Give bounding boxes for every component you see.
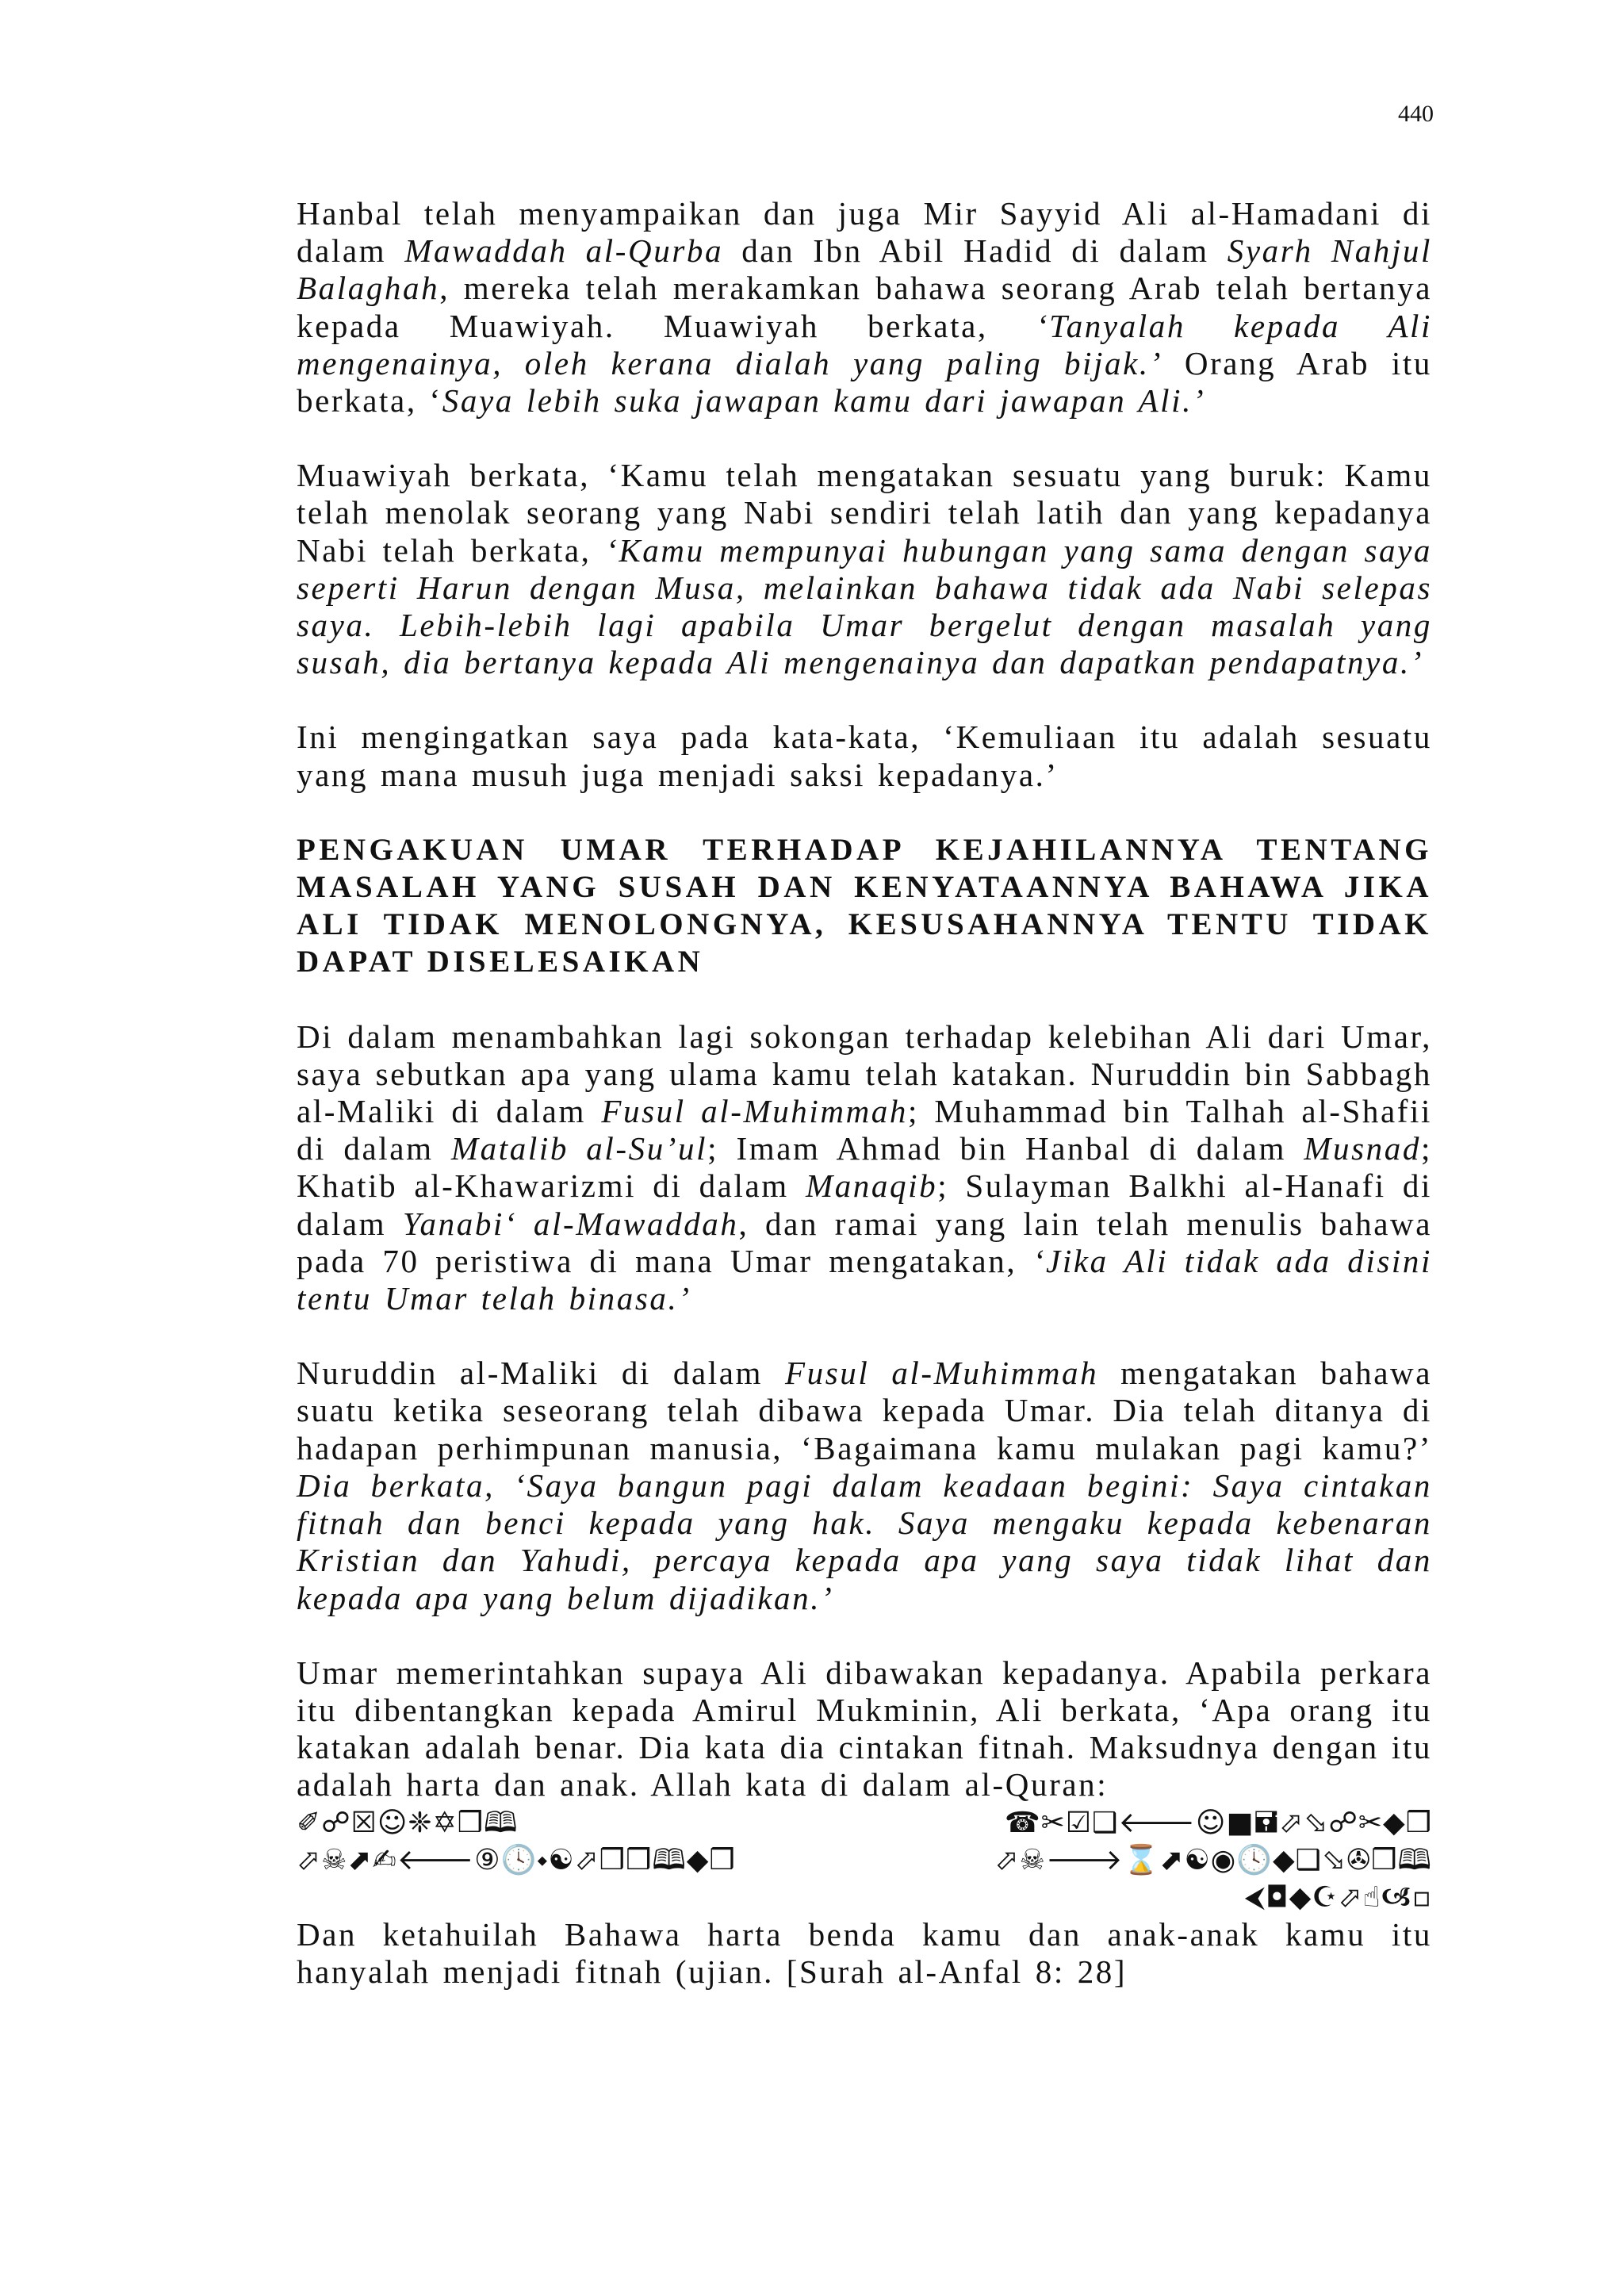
page-number: 440: [1398, 101, 1434, 127]
book-title: Manaqib: [805, 1167, 938, 1205]
glyph-run: ⬀☠🡒⌛⬈☯◉🕓◆❑⬂✇❒🕮: [994, 1843, 1432, 1876]
text-run: ; Muhammad bin Talhah al-Shafii di dalam: [297, 1093, 1432, 1167]
glyph-row-2: [297, 1842, 1432, 1879]
book-title: Musnad: [1304, 1130, 1421, 1167]
paragraph-1: [297, 195, 1432, 420]
section-heading: PENGAKUAN UMAR TERHADAP KEJAHILANNYA TENTANG MASALAH YANG SUSAH DAN KENYATAANNYA BAHAWA JIKA ALI TIDAK MENOLONGNYA, KESUSAHANNYA TENTU TIDAK DAPAT DISELESAIKAN: [297, 832, 1432, 979]
text-run: Di dalam menambahkan lagi sokongan terhadap kelebihan Ali dari Umar, saya sebutkan apa yang ulama kamu telah katakan. Nuruddin bin Sabbagh al-Maliki di dalam: [297, 1018, 1432, 1130]
text-run: ; Khatib al-Khawarizmi di dalam: [297, 1130, 1432, 1205]
text-run: , dan ramai yang lain telah menulis bahawa pada 70 peristiwa di mana Umar mengatakan,: [297, 1205, 1432, 1279]
text-run: Hanbal telah menyampaikan dan juga Mir Sayyid Ali al-Hamadani di dalam: [297, 195, 1432, 270]
text-run: dan Ibn Abil Hadid di dalam: [723, 232, 1228, 270]
paragraph-6: Umar memerintahkan supaya Ali dibawakan kepadanya. Apabila perkara itu dibentangkan kepada Amirul Mukminin, Ali berkata, ‘Apa orang itu katakan adalah benar. Dia kata dia cintakan fitnah. Maksudnya dengan itu adalah harta dan anak. Allah kata di dalam al-Quran:: [297, 1654, 1432, 1803]
glyph-run: ⬀☠⬈✍🡐⑨🕓⬩☯⬀❒❒🕮◆❒: [297, 1843, 736, 1876]
paragraph-2: [297, 457, 1432, 681]
paragraph-3: Ini mengingatkan saya pada kata-kata, ‘Kemuliaan itu adalah sesuatu yang mana musuh juga menjadi saksi kepadanya.’: [297, 719, 1432, 793]
glyph-run: ☎✂☑❑🡐☺■🖬⬀⬂☍✂◆❒: [1004, 1806, 1432, 1839]
glyph-run: ⮜◘◆☪⬀☝🙦▫: [1244, 1880, 1432, 1914]
text-run: ; Imam Ahmad bin Hanbal di dalam: [707, 1130, 1304, 1167]
paragraph-5: [297, 1355, 1432, 1616]
text-run: Orang Arab itu berkata, ‘: [297, 344, 1432, 420]
text-run: Muawiyah berkata, ‘Kamu telah mengatakan sesuatu yang buruk: Kamu telah menolak seorang yang Nabi sendiri telah latih dan yang kepadanya Nabi telah berkata,: [297, 457, 1432, 569]
text-run: ; Sulayman Balkhi al-Hanafi di dalam: [297, 1167, 1432, 1242]
book-title: Mawaddah al-Qurba: [404, 232, 724, 270]
quotation: ‘Kamu mempunyai hubungan yang sama dengan saya seperti Harun dengan Musa, melainkan bahawa tidak ada Nabi selepas saya. Lebih-lebih lagi apabila Umar bergelut dengan masalah yang susah, dia bertanya kepada Ali mengenainya dan dapatkan pendapatnya.’: [297, 531, 1433, 681]
quotation: Saya lebih suka jawapan kamu dari jawapan Ali.’: [442, 382, 1206, 420]
text-run: , mereka telah merakamkan bahawa seorang Arab telah bertanya kepada Muawiyah. Muawiyah berkata,: [297, 270, 1432, 344]
paragraph-4: [297, 1018, 1432, 1318]
book-title: Syarh Nahjul Balaghah: [297, 232, 1432, 307]
glyph-row-3: [297, 1879, 1432, 1916]
quran-verse-glyphs: [297, 1804, 1432, 1916]
book-title: Yanabi‘ al-Mawaddah: [402, 1205, 739, 1242]
book-title: Matalib al-Su’ul: [450, 1130, 708, 1167]
book-title: Fusul al-Muhimmah: [784, 1355, 1099, 1392]
quotation: ‘Jika Ali tidak ada disini tentu Umar telah binasa.’: [297, 1242, 1432, 1317]
glyph-run: ✐☍☒☺❈✡❒🕮: [297, 1806, 519, 1839]
text-run: Nuruddin al-Maliki di dalam: [297, 1355, 785, 1392]
glyph-row-1: [297, 1804, 1432, 1842]
book-title: Fusul al-Muhimmah: [601, 1093, 909, 1130]
document-body: [297, 195, 1432, 1991]
quotation: Dia berkata, ‘Saya bangun pagi dalam keadaan begini: Saya cintakan fitnah dan benci kepada yang hak. Saya mengaku kepada kebenaran Kristian dan Yahudi, percaya kepada apa yang saya tidak lihat dan kepada apa yang belum dijadikan.’: [297, 1466, 1432, 1616]
quotation: ‘Tanyalah kepada Ali mengenainya, oleh kerana dialah yang paling bijak.’: [297, 307, 1433, 381]
paragraph-verse-translation: Dan ketahuilah Bahawa harta benda kamu dan anak-anak kamu itu hanyalah menjadi fitnah (ujian. [Surah al-Anfal 8: 28]: [297, 1915, 1432, 1990]
text-run: mengatakan bahawa suatu ketika seseorang telah dibawa kepada Umar. Dia telah ditanya di hadapan perhimpunan manusia, ‘Bagaimana kamu mulakan pagi kamu?’: [297, 1355, 1433, 1466]
